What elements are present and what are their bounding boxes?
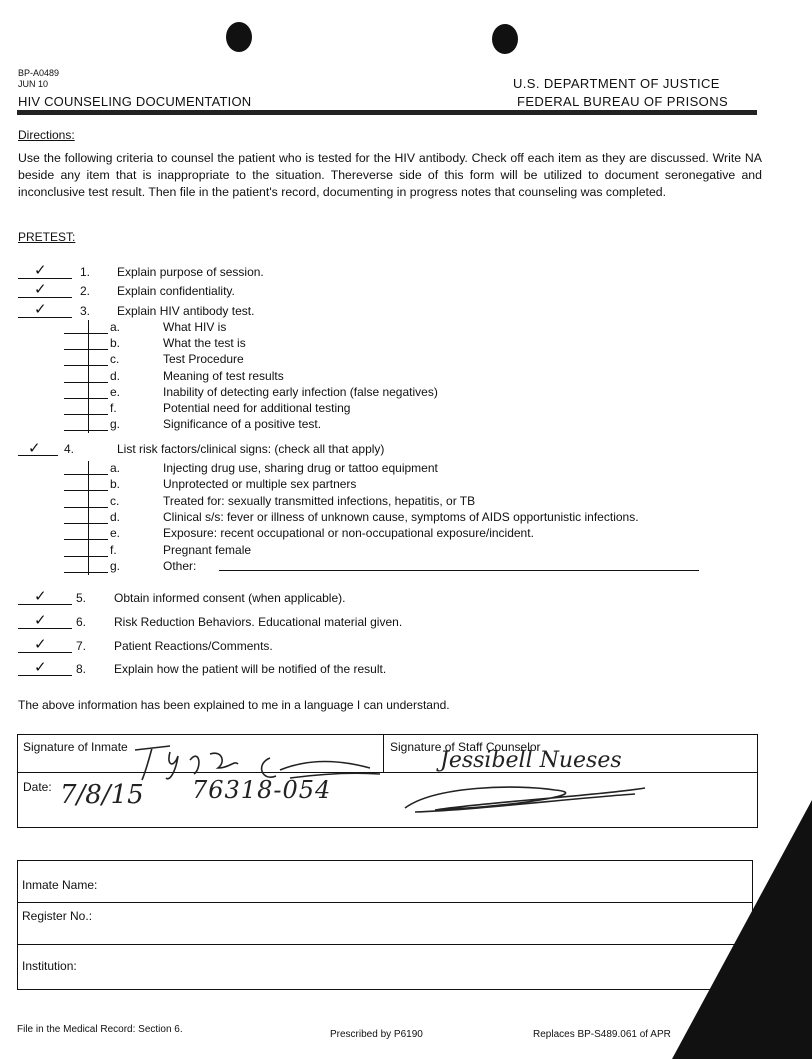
directions-text: Use the following criteria to counsel the patient who is tested for the HIV antibody. Check off each item as they are discussed. Write NA beside any item that is inappropriate to the situation. Thereverse side of this form will be utilized to document seronegative and inconclusive test result. Then file in the patient's record, documenting in progress notes that counseling was completed. [18,151,762,199]
item3-sub-3-text: Meaning of test results [163,368,284,383]
item3-text: Explain HIV antibody test. [117,304,255,318]
institution-label: Institution: [22,959,77,973]
item4-sub-6-check-line[interactable] [64,572,108,573]
other-input-line[interactable] [219,570,699,571]
item3-sub-bracket [88,320,89,433]
register-number-label: Register No.: [22,909,93,923]
item3-sub-2-text: Test Procedure [163,352,244,367]
item3-sub-1-check-line[interactable] [64,349,108,350]
item3-sub-4-text: Inability of detecting early infection (false negatives) [163,384,438,399]
form-number: BP-A0489 [18,68,60,78]
check-mark-icon: ✓ [34,658,47,676]
check-mark-icon: ✓ [34,611,47,629]
item8-number: 8. [76,662,87,676]
form-date: JUN 10 [18,79,49,89]
handwritten-register-number[interactable]: 76318-054 [192,776,332,804]
item4-sub-3-letter: d. [110,509,121,524]
check-mark-icon: ✓ [34,635,47,653]
item1-number: 1. [80,265,91,279]
pretest-label: PRETEST: [18,230,76,244]
item3-sub-2-check-line[interactable] [64,365,108,366]
item3-number: 3. [80,304,91,318]
item3-sub-1-letter: b. [110,336,121,351]
item4-sub-6-letter: g. [110,558,121,573]
footer-replaces: Replaces BP-S489.061 of APR [533,1029,671,1040]
item3-sub-4-check-line[interactable] [64,398,108,399]
directions-label: Directions: [18,128,75,142]
item3-sub-6-text: Significance of a positive test. [163,417,322,432]
item6-text: Risk Reduction Behaviors. Educational material given. [114,615,403,629]
punch-hole-left [226,22,252,52]
date-label: Date: [23,780,52,794]
inmate-signature-label: Signature of Inmate [23,740,128,754]
item4-sub-2-text: Treated for: sexually transmitted infections, hepatitis, or TB [163,493,476,508]
check-mark-icon: ✓ [34,587,47,605]
staff-signature-label: Signature of Staff Counselor [390,740,541,754]
staff-date-signature-image[interactable] [395,776,665,822]
item4-sub-1-check-line[interactable] [64,490,108,491]
item4-number: 4. [64,442,75,456]
item5-number: 5. [76,591,87,605]
inmate-info-divider-2 [17,944,753,945]
item4-sub-0-letter: a. [110,461,121,475]
item4-sub-1-letter: b. [110,477,121,492]
check-mark-icon: ✓ [34,280,47,298]
item4-text: List risk factors/clinical signs: (check all that apply) [117,442,385,456]
item3-sub-3-check-line[interactable] [64,382,108,383]
item3-sub-6-check-line[interactable] [64,430,108,431]
item3-sub-0-text: What HIV is [163,320,227,334]
item4-sub-5-letter: f. [110,542,117,557]
footer-prescribed: Prescribed by P6190 [330,1029,423,1040]
item3-sub-5-check-line[interactable] [64,414,108,415]
item3-sub-5-text: Potential need for additional testing [163,401,351,415]
staff-signature[interactable]: Jessibell Nueses [440,748,622,773]
item4-sub-0-text: Injecting drug use, sharing drug or tattoo equipment [163,461,438,475]
bureau-name: FEDERAL BUREAU OF PRISONS [517,94,729,109]
item3-sub-1-text: What the test is [163,336,246,351]
acknowledgement-statement: The above information has been explained to me in a language I can understand. [18,698,450,712]
form-title: HIV COUNSELING DOCUMENTATION [18,94,252,109]
item7-number: 7. [76,639,87,653]
item4-sub-5-check-line[interactable] [64,556,108,557]
item5-text: Obtain informed consent (when applicable). [114,591,346,605]
item1-text: Explain purpose of session. [117,265,264,279]
department-name: U.S. DEPARTMENT OF JUSTICE [513,76,720,91]
check-mark-icon: ✓ [34,300,47,318]
item4-sub-2-letter: c. [110,493,120,508]
item4-sub-bracket [88,461,89,575]
item4-sub-3-text: Clinical s/s: fever or illness of unknown cause, symptoms of AIDS opportunistic infections. [163,509,639,524]
item3-sub-3-letter: d. [110,368,121,383]
item3-sub-4-letter: e. [110,384,121,399]
check-mark-icon: ✓ [28,439,41,457]
item4-sub-0-check-line[interactable] [64,474,108,475]
date-value[interactable]: 7/8/15 [60,780,144,810]
scan-edge-shadow [672,800,812,1059]
punch-hole-right [492,24,518,54]
inmate-info-box [17,860,753,990]
item4-sub-2-check-line[interactable] [64,507,108,508]
item4-sub-1-text: Unprotected or multiple sex partners [163,477,357,492]
item4-sub-4-letter: e. [110,526,121,541]
footer-filing-note: File in the Medical Record: Section 6. [17,1024,183,1035]
item3-sub-5-letter: f. [110,401,117,415]
item3-sub-6-letter: g. [110,417,121,432]
check-mark-icon: ✓ [34,261,47,279]
item6-number: 6. [76,615,87,629]
item3-sub-2-letter: c. [110,352,120,367]
inmate-info-divider-1 [17,902,753,903]
inmate-name-label: Inmate Name: [22,878,98,892]
item7-text: Patient Reactions/Comments. [114,639,273,653]
item4-sub-6-text: Other: [163,558,197,573]
item4-sub-4-text: Exposure: recent occupational or non-occupational exposure/incident. [163,526,534,541]
item3-sub-0-check-line[interactable] [64,333,108,334]
item4-sub-4-check-line[interactable] [64,539,108,540]
item2-number: 2. [80,284,91,298]
item8-text: Explain how the patient will be notified of the result. [114,662,387,676]
item4-sub-3-check-line[interactable] [64,523,108,524]
item4-sub-5-text: Pregnant female [163,542,252,557]
item2-text: Explain confidentiality. [117,284,235,298]
item3-sub-0-letter: a. [110,320,121,334]
header-rule [17,110,757,115]
